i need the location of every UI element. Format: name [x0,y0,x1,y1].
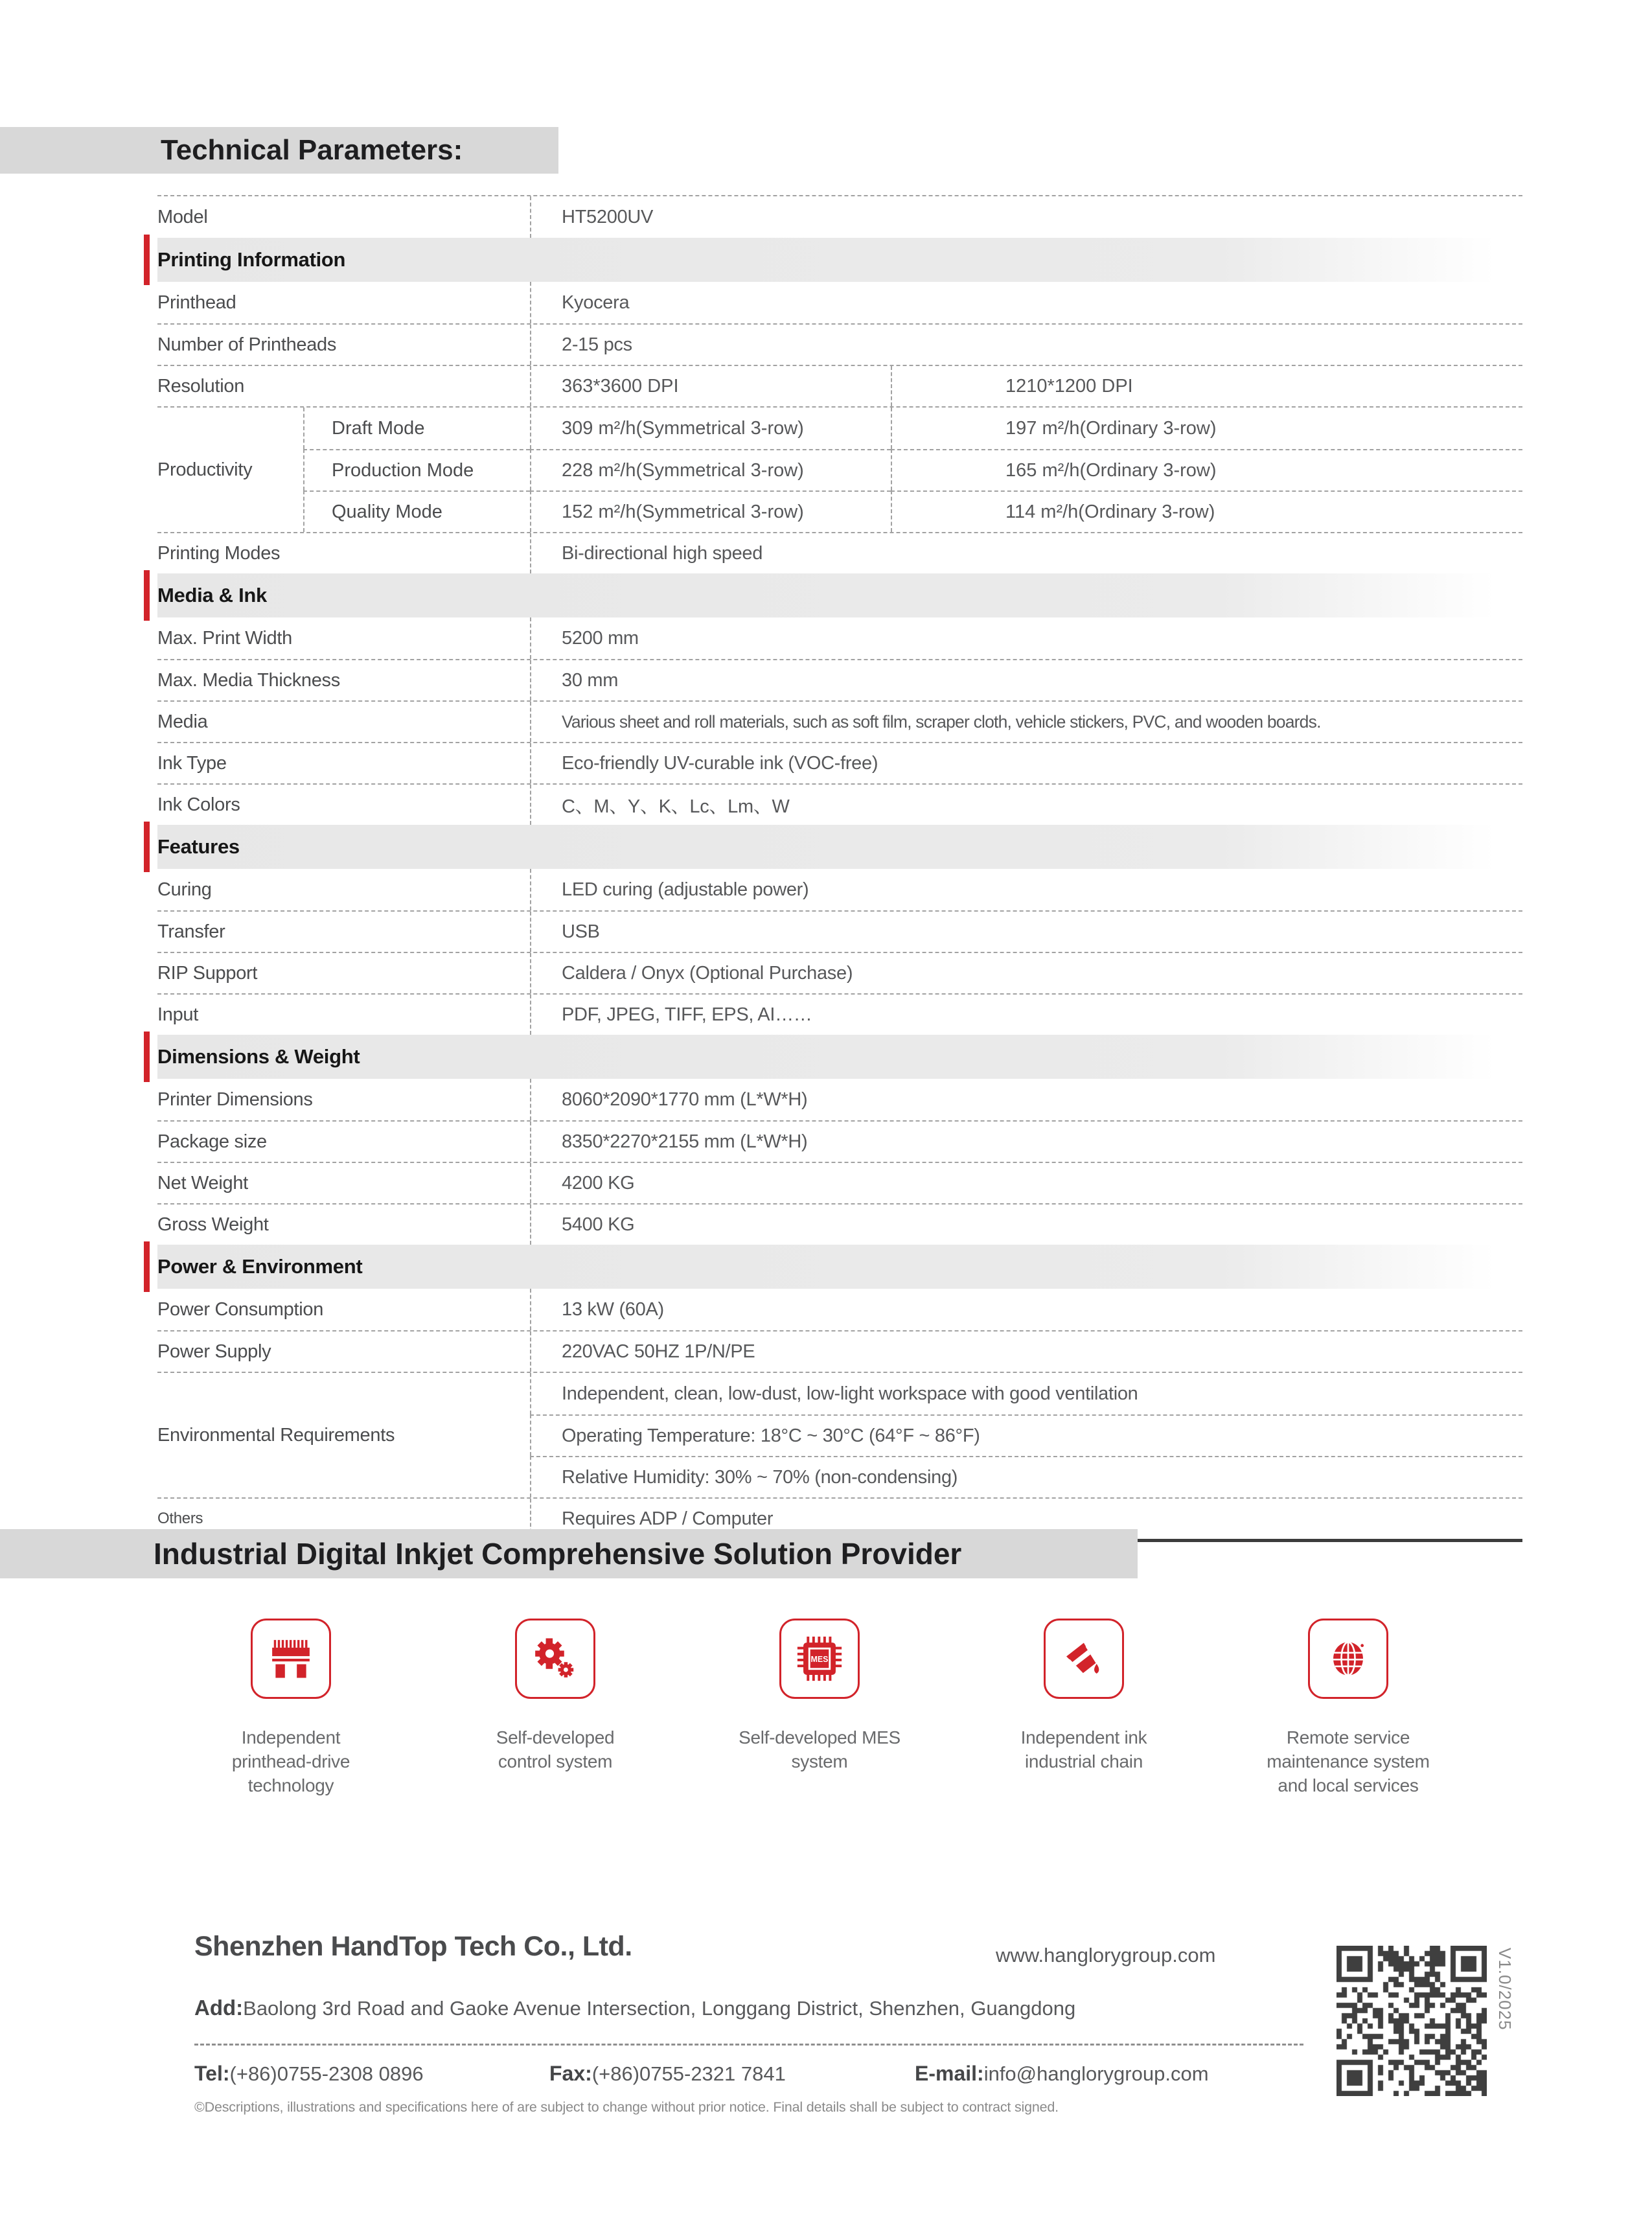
row-label: Resolution [157,375,245,397]
row-label: Max. Print Width [157,627,292,649]
section-band [157,1035,1522,1079]
version-label: V1.0/2025 [1495,1948,1515,2031]
ink-chain-icon [1044,1619,1124,1699]
row-label: Printer Dimensions [157,1089,313,1110]
row-label: Power Supply [157,1341,271,1362]
row-label: Number of Printheads [157,334,337,355]
table-row-curing [157,869,1522,910]
fax-number: (+86)0755-2321 7841 [591,2062,786,2085]
table-row-package-size [157,1120,1522,1162]
provider-title: Industrial Digital Inkjet Comprehensive Solution Provider [0,1529,1138,1578]
mode-value-symmetrical: 309 m²/h(Symmetrical 3-row) [530,408,891,449]
section-title: Media & Ink [157,584,267,606]
table-row-power-consumption [157,1289,1522,1330]
feature-caption: Self-developed MES system [739,1727,901,1771]
mode-label: Draft Mode [303,408,530,449]
section-header-dimensions-weight [157,1035,1522,1079]
section-header-printing-information [157,238,1522,282]
row-value: HT5200UV [530,196,1522,238]
row-label: Printhead [157,292,236,313]
row-value: USB [530,912,1522,952]
section-band [157,1245,1522,1289]
tel-label: Tel: [194,2062,230,2085]
section-band [157,238,1522,282]
mode-value-symmetrical: 228 m²/h(Symmetrical 3-row) [530,449,891,490]
fax-label: Fax: [549,2062,592,2085]
globe-icon [1308,1619,1388,1699]
feature-mes-system [687,1619,952,1798]
row-label: Media [157,711,208,732]
row-label: Power Consumption [157,1298,324,1320]
table-row-max-media-thickness [157,659,1522,700]
address-line [194,1996,1075,2020]
svg-text:MES: MES [810,1654,829,1664]
mode-label: Production Mode [303,449,530,490]
disclaimer: ©Descriptions, illustrations and specifications here of are subject to change without prior notice. Final details shall be subject to contract signed. [194,2099,1059,2115]
table-row-gross-weight [157,1203,1522,1245]
section-header-media-ink [157,573,1522,617]
section-band [157,573,1522,617]
section-band [157,825,1522,869]
row-label: Model [157,206,208,227]
email-address: info@hanglorygroup.com [983,2062,1209,2085]
row-label: Others [157,1510,203,1527]
table-row-printing-modes [157,532,1522,573]
row-value-symmetrical: 363*3600 DPI [530,366,891,406]
section-title: Features [157,835,240,858]
row-value: Requires ADP / Computer [530,1499,1522,1539]
table-row-number-of-printheads [157,323,1522,365]
mode-value-ordinary: 197 m²/h(Ordinary 3-row) [891,408,1522,449]
section-title: Printing Information [157,248,346,271]
row-value: Caldera / Onyx (Optional Purchase) [530,953,1522,993]
mode-value-ordinary: 114 m²/h(Ordinary 3-row) [891,490,1522,532]
row-value: 5200 mm [530,617,1522,659]
feature-caption: Remote service maintenance system and local services [1267,1727,1430,1795]
env-value: Relative Humidity: 30% ~ 70% (non-condensing) [530,1456,1522,1497]
row-label: Curing [157,879,212,900]
contact-email [915,2062,1209,2086]
section-title: Power & Environment [157,1255,363,1278]
address-label: Add: [194,1996,244,2020]
table-row-max-print-width [157,617,1522,659]
table-row-media [157,700,1522,742]
row-value: 2-15 pcs [530,325,1522,365]
row-label: Gross Weight [157,1214,269,1235]
row-label: Productivity [157,459,253,480]
row-value: Various sheet and roll materials, such as soft film, scraper cloth, vehicle stickers, PVC, and wooden boards. [530,702,1522,742]
address-text: Baolong 3rd Road and Gaoke Avenue Intersection, Longgang District, Shenzhen, Guangdong [243,1997,1076,2020]
row-label: Input [157,1004,198,1025]
email-label: E-mail: [915,2062,984,2085]
feature-caption: Independent ink industrial chain [1020,1727,1147,1771]
table-block-productivity [157,406,1522,532]
row-value: 30 mm [530,660,1522,700]
table-block-environmental-requirements [157,1372,1522,1497]
footer-divider [194,2044,1303,2046]
technical-parameters-title: Technical Parameters: [0,127,558,174]
row-value: 5400 KG [530,1205,1522,1245]
contact-fax [549,2062,786,2086]
row-value-ordinary: 1210*1200 DPI [891,366,1522,406]
env-value: Operating Temperature: 18°C ~ 30°C (64°F ~ 86°F) [530,1414,1522,1456]
row-label: Printing Modes [157,542,281,564]
row-value: Eco-friendly UV-curable ink (VOC-free) [530,743,1522,783]
mode-value-symmetrical: 152 m²/h(Symmetrical 3-row) [530,490,891,532]
table-row-printer-dimensions [157,1079,1522,1120]
spec-table [157,195,1522,1542]
table-row-rip-support [157,952,1522,993]
section-header-power-environment [157,1245,1522,1289]
website-url: www.hanglorygroup.com [996,1944,1216,1966]
feature-printhead [159,1619,423,1798]
env-value: Independent, clean, low-dust, low-light workspace with good ventilation [530,1373,1522,1414]
row-value: 8350*2270*2155 mm (L*W*H) [530,1122,1522,1162]
table-row-ink-colors [157,783,1522,825]
table-row-resolution [157,365,1522,406]
section-header-features [157,825,1522,869]
row-value: Bi-directional high speed [530,533,1522,573]
row-value: Kyocera [530,282,1522,323]
row-value: 220VAC 50HZ 1P/N/PE [530,1332,1522,1372]
row-value: PDF, JPEG, TIFF, EPS, AI…… [530,995,1522,1035]
feature-ink-chain [952,1619,1216,1798]
feature-caption: Self-developed control system [496,1727,615,1771]
company-name: Shenzhen HandTop Tech Co., Ltd. [194,1931,632,1962]
row-label: Ink Type [157,752,227,774]
tel-number: (+86)0755-2308 0896 [229,2062,424,2085]
table-row-power-supply [157,1330,1522,1372]
row-value: C、M、Y、K、Lc、Lm、W [530,785,1522,825]
feature-control-system [423,1619,687,1798]
row-label: Ink Colors [157,794,240,815]
section-title: Dimensions & Weight [157,1045,360,1068]
table-row-model [157,196,1522,238]
feature-caption: Independent printhead-drive technology [231,1727,350,1795]
feature-remote-service [1216,1619,1480,1798]
contact-tel [194,2062,424,2086]
table-row-input [157,993,1522,1035]
mode-label: Quality Mode [303,490,530,532]
row-label: RIP Support [157,962,258,984]
mode-value-ordinary: 165 m²/h(Ordinary 3-row) [891,449,1522,490]
table-row-transfer [157,910,1522,952]
feature-list [159,1619,1480,1798]
row-value: 8060*2090*1770 mm (L*W*H) [530,1079,1522,1120]
row-label: Package size [157,1131,267,1152]
row-label: Max. Media Thickness [157,669,340,691]
row-label: Transfer [157,921,225,942]
table-row-net-weight [157,1162,1522,1203]
printhead-icon [251,1619,331,1699]
row-label: Environmental Requirements [157,1424,395,1446]
mes-chip-icon [779,1619,860,1699]
qr-code [1337,1946,1487,2096]
table-row-ink-type [157,742,1522,783]
row-value: LED curing (adjustable power) [530,869,1522,910]
gears-icon [515,1619,595,1699]
row-value: 13 kW (60A) [530,1289,1522,1330]
row-label: Net Weight [157,1172,248,1193]
row-value: 4200 KG [530,1163,1522,1203]
table-row-printhead [157,282,1522,323]
